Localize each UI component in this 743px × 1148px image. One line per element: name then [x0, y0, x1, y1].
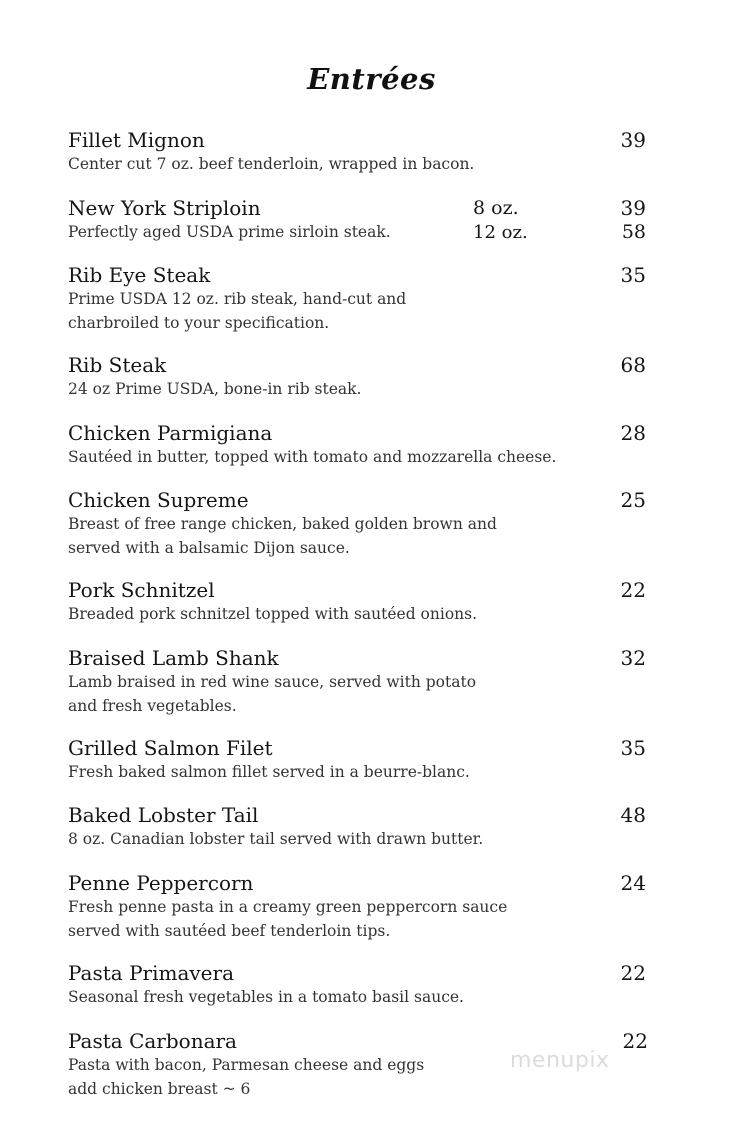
item-price: 35: [620, 736, 646, 760]
item-description: Sautéed in butter, topped with tomato and mozzarella cheese.: [68, 448, 557, 466]
item-name: New York Striploin: [68, 196, 261, 220]
item-price: 22: [620, 578, 646, 602]
item-description: Prime USDA 12 oz. rib steak, hand-cut and: [68, 290, 407, 308]
menu-item-braised-lamb-shank: [68, 646, 658, 718]
item-price: 22: [622, 1029, 648, 1053]
watermark-logo: menupix: [510, 1048, 610, 1073]
menu-item-chicken-supreme: [68, 488, 658, 560]
size-option: 8 oz.: [473, 197, 519, 219]
item-price: 58: [621, 221, 646, 243]
item-name: Rib Steak: [68, 353, 167, 377]
item-name: Grilled Salmon Filet: [68, 736, 273, 760]
item-name: Chicken Supreme: [68, 488, 249, 512]
size-option: 12 oz.: [473, 222, 528, 243]
item-name: Pork Schnitzel: [68, 578, 215, 602]
menu-item-pork-schnitzel: [68, 578, 658, 626]
item-name: Braised Lamb Shank: [68, 646, 279, 670]
item-description: and fresh vegetables.: [68, 697, 237, 715]
item-price: 39: [620, 196, 646, 220]
item-price: 22: [620, 961, 646, 985]
menu-item-fillet-mignon: [68, 128, 658, 176]
item-price: 25: [620, 488, 646, 512]
item-description: Perfectly aged USDA prime sirloin steak.: [68, 223, 391, 241]
item-name: Pasta Carbonara: [68, 1029, 237, 1053]
page-title: Entrées: [307, 62, 436, 96]
item-description: Pasta with bacon, Parmesan cheese and eggs: [68, 1056, 425, 1074]
menu-item-chicken-parmigiana: [68, 421, 658, 469]
item-price: 24: [620, 871, 646, 895]
menu-item-pasta-primavera: [68, 961, 658, 1009]
item-description: Fresh penne pasta in a creamy green peppercorn sauce: [68, 898, 508, 916]
item-name: Penne Peppercorn: [68, 871, 254, 895]
item-name: Chicken Parmigiana: [68, 421, 273, 445]
item-description: 24 oz Prime USDA, bone-in rib steak.: [68, 380, 362, 398]
item-name: Pasta Primavera: [68, 961, 234, 985]
item-price: 32: [620, 646, 646, 670]
item-price: 39: [620, 128, 646, 152]
item-description: add chicken breast ~ 6: [68, 1080, 251, 1098]
item-name: Rib Eye Steak: [68, 263, 211, 287]
menu-item-rib-eye-steak: [68, 263, 658, 335]
item-description: Breaded pork schnitzel topped with sautéed onions.: [68, 605, 478, 623]
menu-item-baked-lobster-tail: [68, 803, 658, 851]
price-column: [621, 196, 646, 244]
item-description: served with a balsamic Dijon sauce.: [68, 539, 350, 557]
menu-item-rib-steak: [68, 353, 658, 401]
item-description: Breast of free range chicken, baked golden brown and: [68, 515, 497, 533]
item-description: Seasonal fresh vegetables in a tomato basil sauce.: [68, 988, 464, 1006]
item-description: served with sautéed beef tenderloin tips.: [68, 922, 391, 940]
menu-item-penne-peppercorn: [68, 871, 658, 943]
item-price: 35: [620, 263, 646, 287]
item-price: 28: [620, 421, 646, 445]
item-price: 68: [620, 353, 646, 377]
menu-item-grilled-salmon-filet: [68, 736, 658, 784]
item-name: Baked Lobster Tail: [68, 803, 259, 827]
item-price: 48: [620, 803, 646, 827]
item-description: Fresh baked salmon fillet served in a beurre-blanc.: [68, 763, 470, 781]
item-name: Fillet Mignon: [68, 128, 205, 152]
menu-item-new-york-striploin: [68, 196, 658, 244]
size-column: [473, 196, 528, 244]
item-description: Lamb braised in red wine sauce, served with potato: [68, 673, 477, 691]
item-description: charbroiled to your specification.: [68, 314, 330, 332]
item-description: 8 oz. Canadian lobster tail served with drawn butter.: [68, 830, 484, 848]
item-description: Center cut 7 oz. beef tenderloin, wrapped in bacon.: [68, 155, 475, 173]
